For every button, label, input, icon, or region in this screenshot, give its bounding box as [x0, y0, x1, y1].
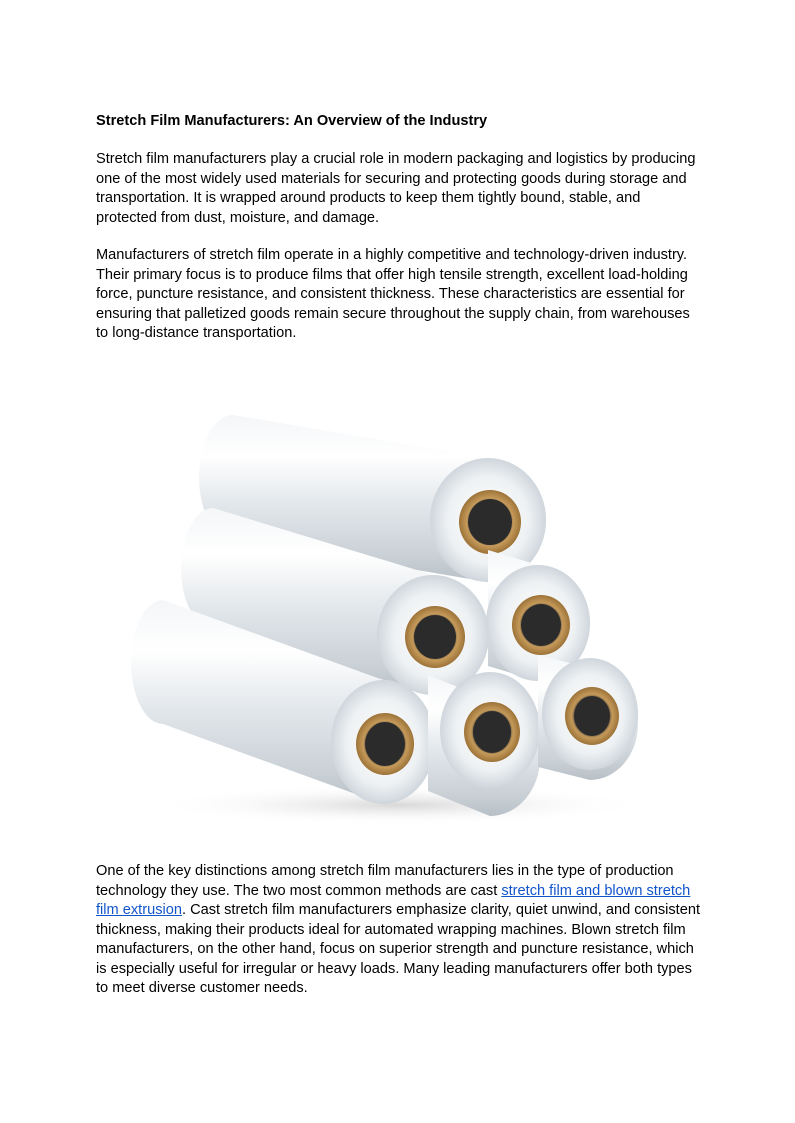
paragraph-technology: [96, 862, 700, 999]
paragraph-technology-text-a: One of the key distinctions among stretch film manufacturers lies in the type of production technology they use. The two most common methods are cast: [96, 863, 674, 899]
rolls-illustration: [128, 400, 648, 830]
paragraph-technology-text-b: . Cast stretch film manufacturers emphasize clarity, quiet unwind, and consistent thickness, making their products ideal for automated wrapping machines. Blown stretch film manufacturers, on the other hand, focus on superior strength and puncture resistance, which is especially useful for irregular or heavy loads. Many leading manufacturers offer both types to meet diverse customer needs.: [96, 902, 701, 996]
roll-bottom-right: [538, 655, 638, 780]
paragraph-industry: Manufacturers of stretch film operate in a highly competitive and technology-driven industry. Their primary focus is to produce films that offer high tensile strength, excellent load-holding force, puncture resistance, and consistent thickness. These characteristics are essential for ensuring that palletized goods remain secure throughout the supply chain, from warehouses to long-distance transportation.: [96, 247, 690, 341]
document-body: [96, 112, 700, 344]
document-title: Stretch Film Manufacturers: An Overview of the Industry: [96, 113, 488, 129]
paragraph-intro: Stretch film manufacturers play a crucial role in modern packaging and logistics by producing one of the most widely used materials for securing and protecting goods during storage and transportation. It is wrapped around products to keep them tightly bound, stable, and protected from dust, moisture, and damage.: [96, 151, 696, 226]
extrusion-link[interactable]: stretch film and blown stretch film extrusion: [96, 882, 691, 918]
roll-bottom-middle: [428, 672, 540, 816]
stretch-film-rolls-image: [128, 400, 648, 830]
